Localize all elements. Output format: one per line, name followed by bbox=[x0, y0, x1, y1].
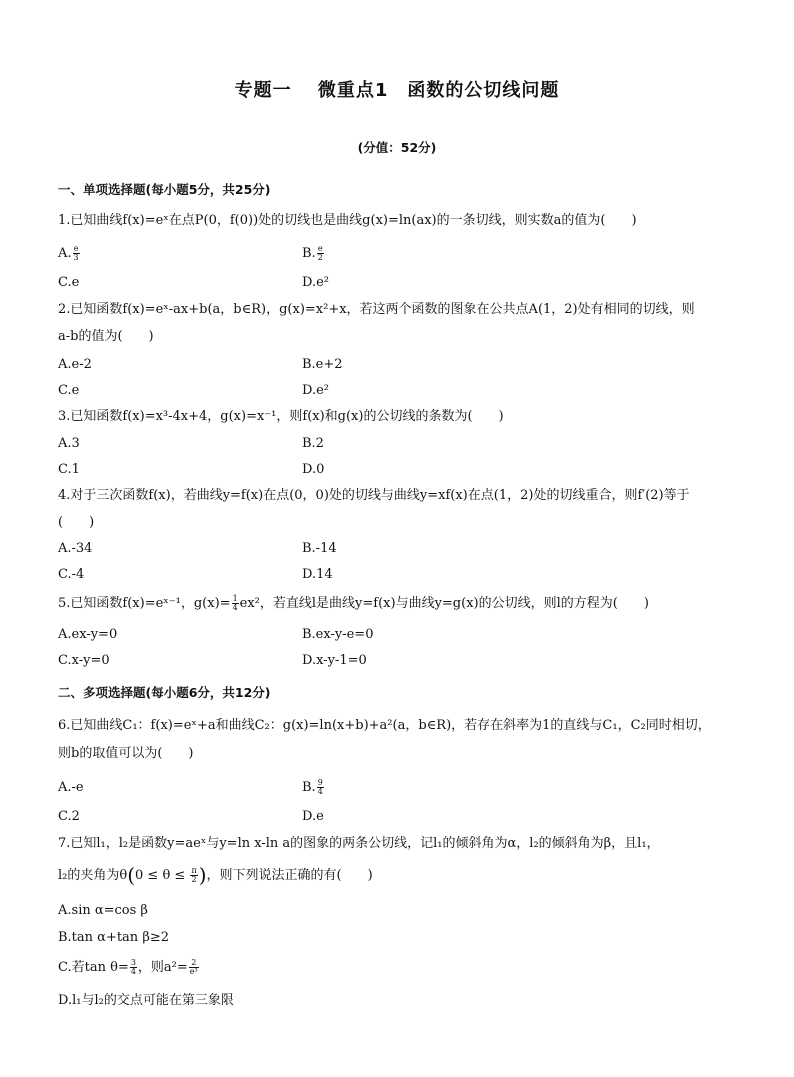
question-6-option-b[interactable] bbox=[302, 779, 325, 797]
fraction-denominator: 2 bbox=[317, 253, 323, 262]
question-2-option-d[interactable]: D.e² bbox=[302, 383, 329, 398]
question-7-option-d[interactable]: D.l₁与l₂的交点可能在第三象限 bbox=[58, 993, 234, 1008]
question-1-stem: 1.已知曲线f(x)=eˣ在点P(0，f(0))处的切线也是曲线g(x)=ln(ax)的一条切线，则实数a的值为( ) bbox=[58, 213, 637, 228]
section-multi-choice: 二、多项选择题(每小题6分，共12分) bbox=[58, 685, 271, 700]
fraction-numerator: e bbox=[317, 244, 323, 253]
question-3-stem: 3.已知函数f(x)=x³-4x+4，g(x)=x⁻¹，则f(x)和g(x)的公切线的条数为( ) bbox=[58, 409, 504, 424]
stem-text: 5.已知函数f(x)=eˣ⁻¹，g(x)= bbox=[58, 596, 231, 611]
question-5-stem bbox=[58, 595, 649, 613]
fraction-numerator: e bbox=[73, 244, 79, 253]
fraction-denominator: 3 bbox=[73, 253, 79, 262]
question-6-option-d[interactable]: D.e bbox=[302, 809, 324, 824]
fraction bbox=[317, 779, 324, 796]
question-6-stem-line-1: 6.已知曲线C₁：f(x)=eˣ+a和曲线C₂：g(x)=ln(x+b)+a²(a，b∈R)，若存在斜率为1的直线与C₁，C₂同时相切， bbox=[58, 718, 711, 733]
fraction-denominator: e³ bbox=[189, 967, 198, 976]
fraction-denominator: 4 bbox=[317, 787, 323, 796]
left-paren: ( bbox=[127, 863, 136, 887]
question-2-stem-line-1: 2.已知函数f(x)=eˣ-ax+b(a，b∈R)，g(x)=x²+x，若这两个函数的图象在公共点A(1，2)处有相同的切线，则 bbox=[58, 302, 695, 317]
fraction bbox=[190, 867, 197, 884]
question-3-option-d[interactable]: D.0 bbox=[302, 462, 325, 477]
question-5-option-c[interactable]: C.x-y=0 bbox=[58, 653, 110, 668]
fraction bbox=[232, 595, 239, 612]
stem-text: l₂的夹角为θ bbox=[58, 868, 128, 883]
fraction-denominator: 2 bbox=[191, 875, 197, 884]
question-6-option-c[interactable]: C.2 bbox=[58, 809, 80, 824]
fraction-denominator: 4 bbox=[232, 603, 238, 612]
fraction-numerator: π bbox=[191, 866, 197, 875]
option-letter: B. bbox=[302, 246, 316, 261]
question-4-stem-line-1: 4.对于三次函数f(x)，若曲线y=f(x)在点(0，0)处的切线与曲线y=xf(x)在点(1，2)处的切线重合，则f′(2)等于 bbox=[58, 488, 690, 503]
question-3-option-c[interactable]: C.1 bbox=[58, 462, 80, 477]
page-title: 专题一 微重点1 函数的公切线问题 bbox=[234, 80, 560, 101]
fraction-numerator: 9 bbox=[317, 778, 323, 787]
fraction-denominator: 4 bbox=[130, 967, 136, 976]
question-6-option-a[interactable]: A.-e bbox=[58, 780, 84, 795]
fraction-numerator: 2 bbox=[189, 959, 199, 968]
stem-text: ex²，若直线l是曲线y=f(x)与曲线y=g(x)的公切线，则l的方程为( ) bbox=[239, 596, 649, 611]
question-4-option-b[interactable]: B.-14 bbox=[302, 541, 337, 556]
question-7-stem-line-1: 7.已知l₁，l₂是函数y=aeˣ与y=ln x-ln a的图象的两条公切线，记l₁的倾斜角为α，l₂的倾斜角为β，且l₁， bbox=[58, 836, 660, 851]
question-7-option-c[interactable] bbox=[58, 959, 200, 977]
question-3-option-b[interactable]: B.2 bbox=[302, 436, 324, 451]
question-1-option-d[interactable]: D.e² bbox=[302, 275, 329, 290]
question-1-option-b[interactable] bbox=[302, 245, 325, 263]
question-6-stem-line-2: 则b的取值可以为( ) bbox=[58, 746, 194, 761]
option-letter: A. bbox=[58, 246, 72, 261]
score-label: (分值：52分) bbox=[357, 140, 437, 155]
question-1-option-c[interactable]: C.e bbox=[58, 275, 80, 290]
question-7-stem-line-2 bbox=[58, 863, 373, 887]
option-text: C.若tan θ= bbox=[58, 960, 129, 975]
question-4-stem-line-2: ( ) bbox=[58, 515, 95, 530]
question-2-option-b[interactable]: B.e+2 bbox=[302, 357, 343, 372]
fraction bbox=[73, 245, 80, 262]
angle-range: 0 ≤ θ ≤ bbox=[135, 868, 190, 883]
question-2-option-c[interactable]: C.e bbox=[58, 383, 80, 398]
question-5-option-b[interactable]: B.ex-y-e=0 bbox=[302, 627, 374, 642]
fraction-numerator: 3 bbox=[130, 958, 136, 967]
question-1-option-a[interactable] bbox=[58, 245, 81, 263]
section-single-choice: 一、单项选择题(每小题5分，共25分) bbox=[58, 182, 271, 197]
question-3-option-a[interactable]: A.3 bbox=[58, 436, 80, 451]
fraction bbox=[130, 959, 137, 976]
question-5-option-a[interactable]: A.ex-y=0 bbox=[58, 627, 118, 642]
question-4-option-c[interactable]: C.-4 bbox=[58, 567, 85, 582]
option-text: ，则a²= bbox=[137, 960, 188, 975]
question-4-option-a[interactable]: A.-34 bbox=[58, 541, 93, 556]
fraction bbox=[317, 245, 324, 262]
question-2-stem-line-2: a-b的值为( ) bbox=[58, 329, 154, 344]
stem-text: ，则下列说法正确的有( ) bbox=[206, 868, 373, 883]
fraction-numerator: 1 bbox=[232, 594, 238, 603]
question-2-option-a[interactable]: A.e-2 bbox=[58, 357, 92, 372]
question-5-option-d[interactable]: D.x-y-1=0 bbox=[302, 653, 367, 668]
question-7-option-b[interactable]: B.tan α+tan β≥2 bbox=[58, 930, 169, 945]
question-4-option-d[interactable]: D.14 bbox=[302, 567, 333, 582]
option-letter: B. bbox=[302, 780, 316, 795]
question-7-option-a[interactable]: A.sin α=cos β bbox=[58, 903, 148, 918]
fraction bbox=[189, 959, 199, 976]
right-paren: ) bbox=[198, 863, 207, 887]
